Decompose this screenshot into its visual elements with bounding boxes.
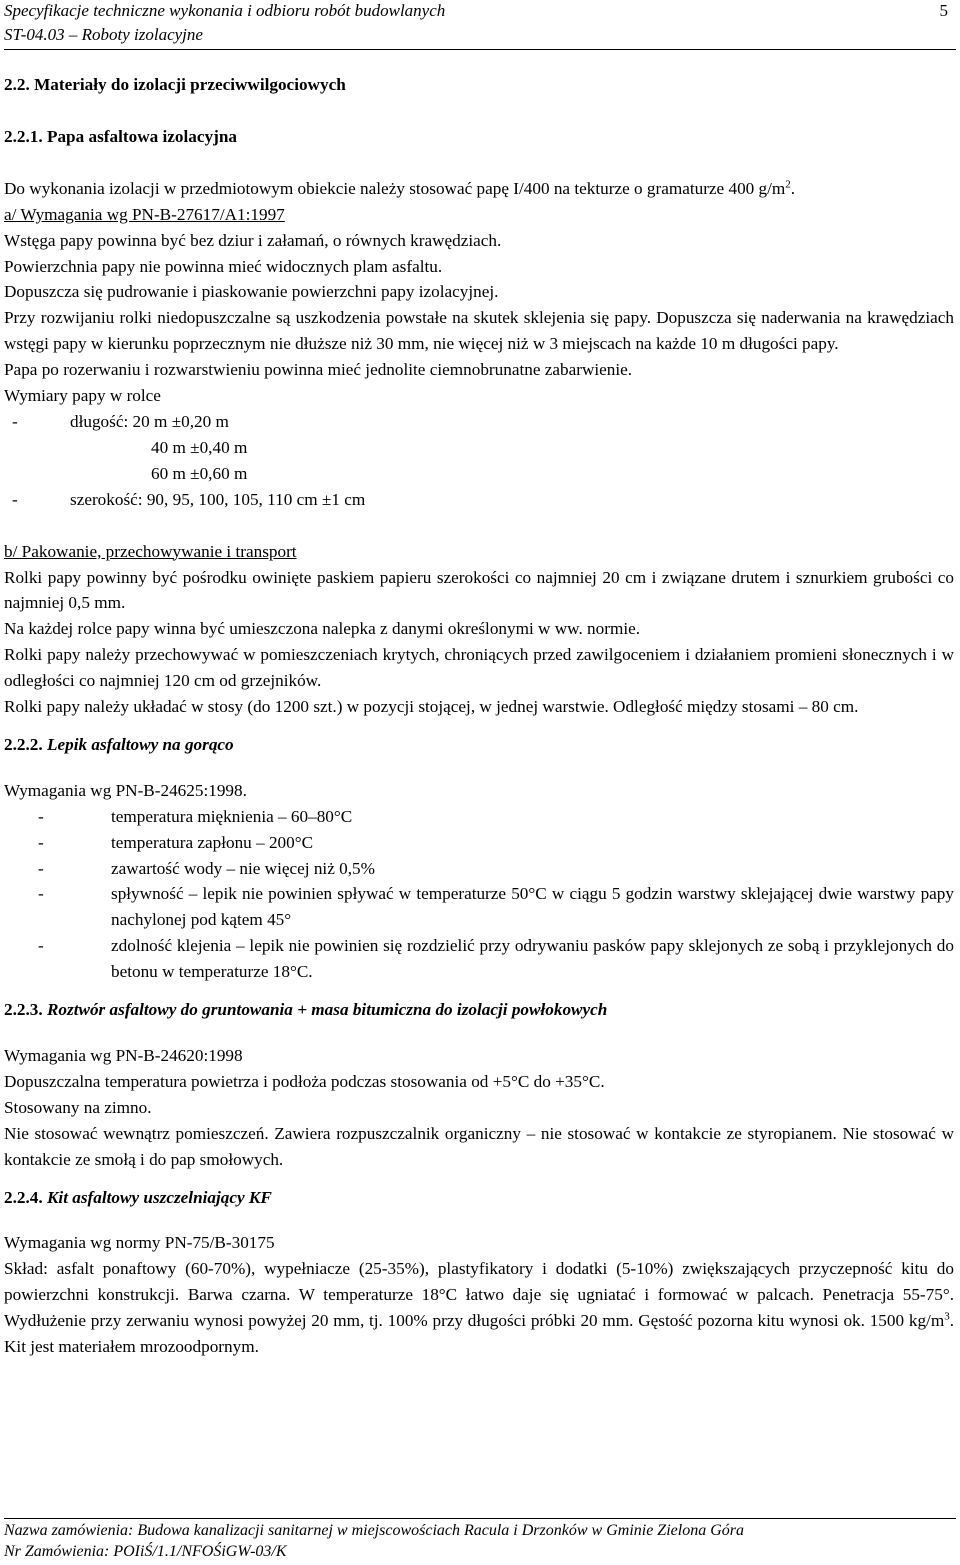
- intro-paragraph: Do wykonania izolacji w przedmiotowym obiekcie należy stosować papę I/400 na tekturze o gramaturze 400 $g/m^2$.: [4, 178, 796, 198]
- list-item: - spływność – lepik nie powinien spływać w temperaturze 50°C w ciągu 5 godzin warstwy sklejającej dwie warstwy papy nachylonej pod kątem 45°: [38, 884, 954, 930]
- body-line: Dopuszczalna temperatura powietrza i podłoża podczas stosowania od +5°C do +35°C.: [4, 1071, 605, 1091]
- packaging-paragraph: Rolki papy powinny być pośrodku owinięte paskiem papieru szerokości co najmniej 20 cm i związane drutem i sznurkiem grubości co najmniej 0,5 mm.: [4, 567, 954, 613]
- list-item: - temperatura mięknienia – 60–80°C: [38, 806, 353, 826]
- body-paragraph: Nie stosować wewnątrz pomieszczeń. Zawiera rozpuszczalnik organiczny – nie stosować w kontakcie ze styropianem. Nie stosować w kontakcie ze smołą i do pap smołowych.: [4, 1123, 954, 1169]
- requirement-line: Dopuszcza się pudrowanie i piaskowanie powierzchni papy izolacyjnej.: [4, 282, 499, 302]
- header-title: Specyfikacje techniczne wykonania i odbioru robót budowlanych: [4, 1, 446, 20]
- requirement-line: Powierzchnia papy nie powinna mieć widocznych plam asfaltu.: [4, 256, 443, 276]
- page-number: 5: [939, 1, 948, 20]
- requirement-line: Wstęga papy powinna być bez dziur i załamań, o równych krawędziach.: [4, 230, 502, 250]
- header-divider: [4, 49, 956, 50]
- requirements-standard: Wymagania wg normy PN-75/B-30175: [4, 1233, 275, 1253]
- footer-order-name: Nazwa zamówienia: Budowa kanalizacji sanitarnej w miejscowościach Racula i Drzonków w Gminie Zielona Góra: [4, 1522, 744, 1539]
- footer-order-number: Nr Zamówienia: POIiŚ/1.1/NFOŚiGW-03/K: [4, 1543, 287, 1560]
- header-subtitle: ST-04.03 – Roboty izolacyjne: [4, 25, 203, 44]
- packaging-heading: b/ Pakowanie, przechowywanie i transport: [4, 541, 297, 561]
- requirements-standard: Wymagania wg PN-B-24625:1998.: [4, 780, 247, 800]
- document-body: [4, 72, 954, 1360]
- dimension-value: 60 m ±0,60 m: [151, 463, 248, 483]
- dimensions-heading: Wymiary papy w rolce: [4, 386, 161, 406]
- requirement-paragraph: Przy rozwijaniu rolki niedopuszczalne są uszkodzenia powstałe na skutek sklejenia się papy. Dopuszcza się naderwania na krawędziach wstęgi papy w kierunku poprzecznym nie dłuższe niż 30 mm, nie więcej niż w 3 miejscach na każde 10 m długości papy.: [4, 308, 954, 354]
- requirements-standard: Wymagania wg PN-B-24620:1998: [4, 1046, 243, 1065]
- footer-divider: [4, 1518, 956, 1519]
- dimension-item: - długość: 20 m ±0,20 m: [12, 411, 229, 431]
- subsection-heading-2-2-1: 2.2.1. Papa asfaltowa izolacyjna: [4, 126, 237, 146]
- list-item: - zawartość wody – nie więcej niż 0,5%: [38, 858, 375, 878]
- requirement-line: Papa po rozerwaniu i rozwarstwieniu powinna mieć jednolite ciemnobrunatne zabarwienie.: [4, 360, 633, 380]
- requirements-heading-a: a/ Wymagania wg PN-B-27617/A1:1997: [4, 204, 285, 224]
- list-item: - temperatura zapłonu – 200°C: [38, 832, 314, 852]
- subsection-heading-2-2-3: 2.2.3. Roztwór asfaltowy do gruntowania + masa bitumiczna do izolacji powłokowych: [4, 1000, 608, 1020]
- list-item: - zdolność klejenia – lepik nie powinien się rozdzielić przy odrywaniu pasków papy sklejonych ze sobą i przyklejonych do betonu w temperaturze 18°C.: [38, 936, 954, 982]
- dimension-value: 40 m ±0,40 m: [151, 437, 248, 457]
- packaging-paragraph: Rolki papy należy układać w stosy (do 1200 szt.) w pozycji stojącej, w jednej warstwie. Odległość między stosami – 80 cm.: [4, 697, 859, 717]
- subsection-heading-2-2-2: 2.2.2. Lepik asfaltowy na gorąco: [4, 734, 234, 754]
- packaging-paragraph: Na każdej rolce papy winna być umieszczona nalepka z danymi określonymi w ww. normie.: [4, 619, 641, 639]
- subsection-heading-2-2-4: 2.2.4. Kit asfaltowy uszczelniający KF: [4, 1187, 272, 1207]
- dimension-item: - szerokość: 90, 95, 100, 105, 110 cm ±1 cm: [12, 489, 366, 509]
- composition-paragraph: Skład: asfalt ponaftowy (60-70%), wypełniacze (25-35%), plastyfikatory i dodatki (5-10%) zwiększających przyczepność kitu do powierzchni konstrukcji. Barwa czarna. W temperaturze 18°C łatwo daje się ugniatać i formować w palcach. Penetracja 55-75°. Wydłużenie przy zerwaniu wynosi powyżej 20 mm, tj. 100% przy długości próbki 20 mm. Gęstość pozorna kitu wynosi ok. 1500 $kg/m^3$. Kit jest materiałem mrozoodpornym.: [4, 1259, 954, 1357]
- section-heading: 2.2. Materiały do izolacji przeciwwilgociowych: [4, 75, 346, 94]
- packaging-paragraph: Rolki papy należy przechowywać w pomieszczeniach krytych, chroniących przed zawilgoceniem i działaniem promieni słonecznych i w odległości co najmniej 120 cm od grzejników.: [4, 645, 954, 691]
- body-line: Stosowany na zimno.: [4, 1097, 152, 1117]
